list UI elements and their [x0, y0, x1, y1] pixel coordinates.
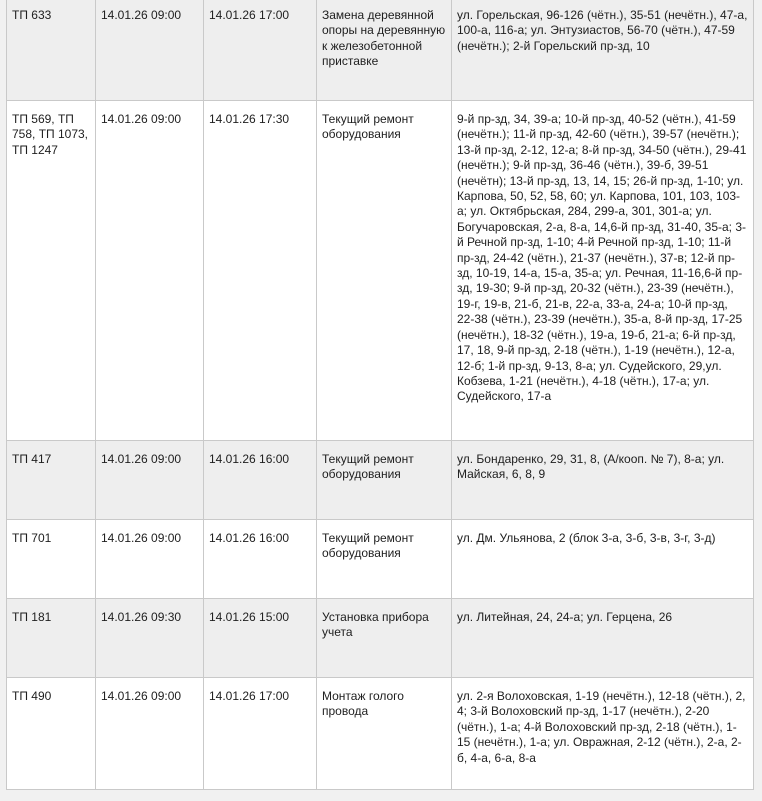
substation-cell: ТП 490 [7, 678, 96, 790]
addresses-cell: ул. Литейная, 24, 24-а; ул. Герцена, 26 [452, 599, 754, 678]
start-time-cell: 14.01.26 09:00 [96, 520, 204, 599]
addresses-cell: ул. Горельская, 96-126 (чётн.), 35-51 (нечётн.), 47-а, 100-а, 116-а; ул. Энтузиастов, 56-70 (чётн.), 47-59 (нечётн.); 2-й Горельский пр-зд, 10 [452, 0, 754, 101]
work-type-cell: Установка прибора учета [317, 599, 452, 678]
work-type-cell: Текущий ремонт оборудования [317, 441, 452, 520]
end-time-cell: 14.01.26 16:00 [204, 441, 317, 520]
work-type-cell: Текущий ремонт оборудования [317, 520, 452, 599]
table-row [7, 678, 754, 790]
substation-cell: ТП 417 [7, 441, 96, 520]
end-time-cell: 14.01.26 17:30 [204, 101, 317, 441]
outage-schedule-table [6, 0, 754, 790]
start-time-cell: 14.01.26 09:00 [96, 0, 204, 101]
substation-cell: ТП 569, ТП 758, ТП 1073, ТП 1247 [7, 101, 96, 441]
addresses-cell: ул. Бондаренко, 29, 31, 8, (А/кооп. № 7), 8-а; ул. Майская, 6, 8, 9 [452, 441, 754, 520]
end-time-cell: 14.01.26 16:00 [204, 520, 317, 599]
table-row [7, 0, 754, 101]
start-time-cell: 14.01.26 09:00 [96, 678, 204, 790]
substation-cell: ТП 181 [7, 599, 96, 678]
work-type-cell: Текущий ремонт оборудования [317, 101, 452, 441]
substation-cell: ТП 701 [7, 520, 96, 599]
work-type-cell: Монтаж голого провода [317, 678, 452, 790]
end-time-cell: 14.01.26 17:00 [204, 678, 317, 790]
substation-cell: ТП 633 [7, 0, 96, 101]
addresses-cell: ул. 2-я Волоховская, 1-19 (нечётн.), 12-18 (чётн.), 2, 4; 3-й Волоховский пр-зд, 1-17 (нечётн.), 2-20 (чётн.), 1-а; 4-й Волоховский пр-зд, 2-18 (чётн.), 1-15 (нечётн.), 1-а; ул. Овражная, 2-12 (чётн.), 2-а, 2-б, 4-а, 6-а, 8-а [452, 678, 754, 790]
table-row [7, 599, 754, 678]
start-time-cell: 14.01.26 09:00 [96, 101, 204, 441]
table-row [7, 441, 754, 520]
addresses-cell: 9-й пр-зд, 34, 39-а; 10-й пр-зд, 40-52 (чётн.), 41-59 (нечётн.); 11-й пр-зд, 42-60 (чётн.), 39-57 (нечётн.); 13-й пр-зд, 2-12, 12-а; 8-й пр-зд, 34-50 (чётн.), 29-41 (нечётн.); 9-й пр-зд, 36-46 (чётн.), 39-б, 39-51 (нечётн); 13-й пр-зд, 13, 14, 15; 26-й пр-зд, 1-10; ул. Карпова, 50, 52, 58, 60; ул. Карпова, 101, 103, 103-а; ул. Октябрьская, 284, 299-а, 301, 301-а; ул. Богучаровская, 2-а, 8-а, 14,6-й пр-зд, 31-40, 35-а; 3-й Речной пр-зд, 1-10; 4-й Речной пр-зд, 1-10; 11-й пр-зд, 24-42 (чётн.), 21-37 (нечётн.), 37-в; 12-й пр-зд, 10-19, 14-а, 15-а, 35-а; ул. Речная, 11-16,6-й пр-зд, 19-30; 9-й пр-зд, 20-32 (чётн.), 23-39 (нечётн.), 19-г, 19-в, 21-б, 21-в, 22-а, 33-а, 24-а; 10-й пр-зд, 22-38 (чётн.), 23-39 (нечётн.), 35-а, 8-й пр-зд, 17-25 (нечётн.), 18-32 (чётн.), 19-а, 19-б, 21-а; 6-й пр-зд, 17, 18, 9-й пр-зд, 2-18 (чётн.), 1-19 (нечётн.), 12-а, 12-б; 1-й пр-зд, 9-13, 8-а; ул. Судейского, 29,ул. Кобзева, 1-21 (нечётн.), 4-18 (чётн.), 17-а; ул. Судейского, 17-а [452, 101, 754, 441]
end-time-cell: 14.01.26 17:00 [204, 0, 317, 101]
start-time-cell: 14.01.26 09:00 [96, 441, 204, 520]
table-row [7, 101, 754, 441]
work-type-cell: Замена деревянной опоры на деревянную к железобетонной приставке [317, 0, 452, 101]
end-time-cell: 14.01.26 15:00 [204, 599, 317, 678]
addresses-cell: ул. Дм. Ульянова, 2 (блок 3-а, 3-б, 3-в, 3-г, 3-д) [452, 520, 754, 599]
table-row [7, 520, 754, 599]
start-time-cell: 14.01.26 09:30 [96, 599, 204, 678]
